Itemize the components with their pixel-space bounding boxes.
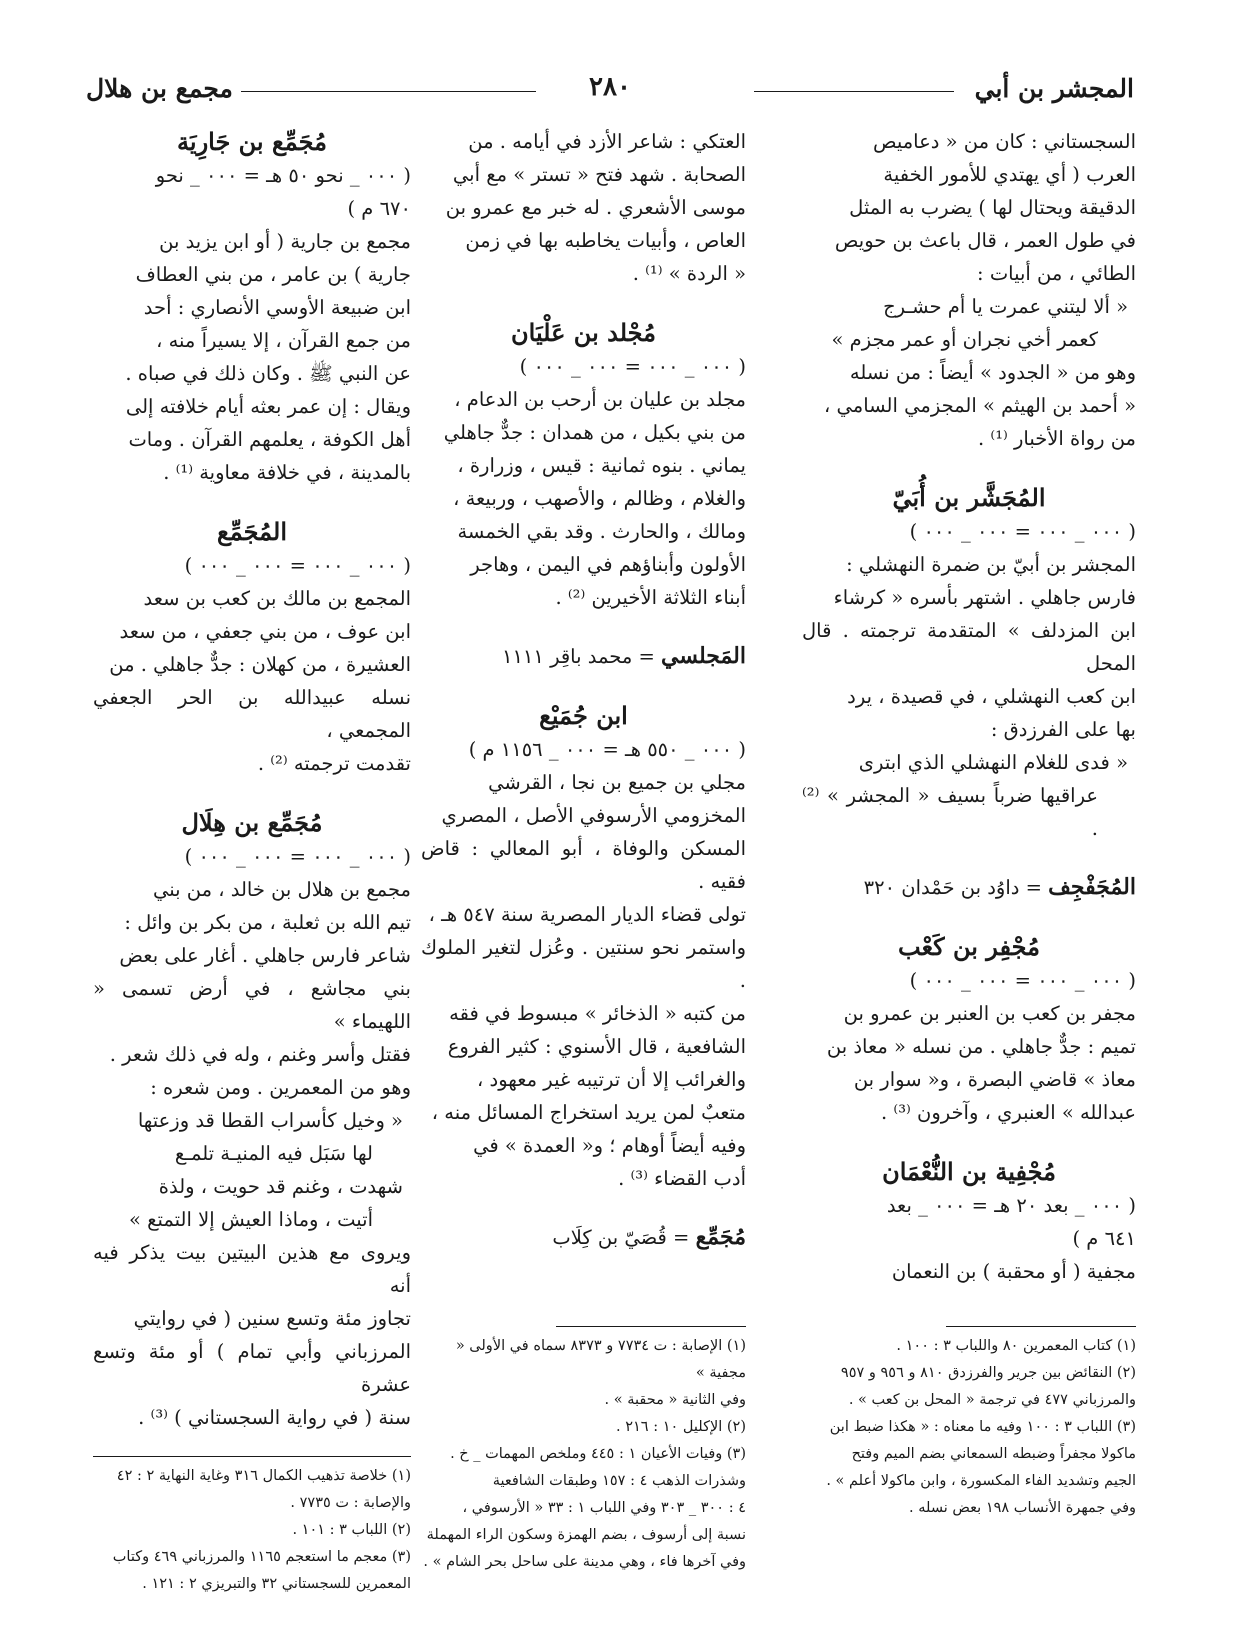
text-line: عن النبي ﷺ . وكان ذلك في صباه . bbox=[125, 362, 411, 385]
text-line: تقدمت ترجمته ⁽²⁾ . bbox=[257, 752, 411, 775]
verse-line: شهدت ، وغنم قد حويت ، ولذة bbox=[158, 1175, 403, 1198]
footnote: وشذرات الذهب ٤ : ١٥٧ وطبقات الشافعية bbox=[492, 1473, 746, 1489]
footnote-rule bbox=[556, 1326, 746, 1327]
xref-target: = داوُد بن حَمْدان ٣٢٠ bbox=[863, 876, 1049, 899]
text-line: السجستاني : كان من « دعاميص bbox=[872, 130, 1136, 153]
entry-heading: المُجَمِّع bbox=[217, 517, 287, 546]
entry-heading: ابن جُمَيْع bbox=[539, 701, 628, 730]
text-line: المجشر بن أبيّ بن ضمرة النهشلي : bbox=[846, 553, 1136, 576]
footnote: (١) خلاصة تذهيب الكمال ٣١٦ وغاية النهاية ٢ : ٤٢ bbox=[116, 1468, 411, 1484]
text-line: مجفر بن كعب بن العنبر بن عمرو بن bbox=[843, 1002, 1136, 1025]
text-line: الشافعية ، قال الأسنوي : كثير الفروع bbox=[447, 1035, 746, 1058]
text-line: المجمع بن مالك بن كعب بن سعد bbox=[143, 587, 411, 610]
verse-line: أتيت ، وماذا العيش إلا التمتع » bbox=[128, 1208, 373, 1231]
column-middle bbox=[421, 125, 746, 1254]
text-line: مجلي بن جميع بن نجا ، القرشي bbox=[488, 771, 746, 794]
entry-dates: ( ٠٠٠ _ ٠٠٠ = ٠٠٠ _ ٠٠٠ ) bbox=[184, 554, 411, 577]
text-line: تميم : جدٌّ جاهلي . من نسله « معاذ بن bbox=[826, 1035, 1136, 1058]
footnote: والإصابة : ت ٧٧٣٥ . bbox=[290, 1495, 411, 1511]
footnotes-left bbox=[93, 1448, 411, 1598]
text-line: ويقال : إن عمر بعثه أيام خلافته إلى bbox=[125, 395, 411, 418]
text-line: أدب القضاء ⁽³⁾ . bbox=[618, 1167, 746, 1190]
text-line: بني مجاشع ، في أرض تسمى « اللهيماء » bbox=[93, 977, 411, 1033]
footnote: المعمرين للسجستاني ٣٢ والتبريزي ٢ : ١٢١ . bbox=[142, 1576, 411, 1592]
footnote: (٣) معجم ما استعجم ١١٦٥ والمرزباني ٤٦٩ وكتاب bbox=[112, 1549, 411, 1565]
text-line: والغرائب إلا أن ترتيبه غير معهود ، bbox=[477, 1068, 746, 1091]
text-line: تيم الله بن ثعلبة ، من بكر بن وائل : bbox=[124, 911, 411, 934]
cross-reference bbox=[802, 871, 1136, 904]
text-line: الدقيقة ويحتال لها ) يضرب به المثل bbox=[849, 196, 1136, 219]
text-line: شاعر فارس جاهلي . أغار على بعض bbox=[119, 944, 411, 967]
page-header bbox=[86, 72, 1134, 112]
text-line: ومالك ، والحارث . وقد بقي الخمسة bbox=[457, 520, 746, 543]
verse-line: عراقيها ضرباً بسيف « المجشر » ⁽²⁾ . bbox=[802, 784, 1098, 840]
text-line: ابن كعب النهشلي ، في قصيدة ، يرد bbox=[847, 685, 1136, 708]
text-line: مجمع بن هلال بن خالد ، من بني bbox=[152, 878, 411, 901]
text-line: موسى الأشعري . له خبر مع عمرو بن bbox=[445, 196, 746, 219]
text-line: ابن المزدلف » المتقدمة ترجمته . قال المحل bbox=[802, 619, 1136, 675]
text-line: مجلد بن عليان بن أرحب بن الدعام ، bbox=[454, 388, 746, 411]
text-line: والغلام ، وظالم ، والأصهب ، وربيعة ، bbox=[453, 487, 746, 510]
cross-reference bbox=[421, 1221, 746, 1254]
footnotes-right bbox=[802, 1318, 1136, 1522]
footnotes-middle bbox=[421, 1318, 746, 1576]
text-line: تولى قضاء الديار المصرية سنة ٥٤٧ هـ ، bbox=[428, 903, 746, 926]
text-line: الطائي ، من أبيات : bbox=[977, 262, 1136, 285]
entry-heading: مُجْفِر بن كَعْب bbox=[898, 932, 1040, 961]
footnote: (٣) اللباب ٣ : ١٠٠ وفيه ما معناه : « هكذا ضبط ابن bbox=[829, 1419, 1136, 1435]
text-line: سنة ( في رواية السجستاني ) ⁽³⁾ . bbox=[138, 1406, 411, 1429]
footnote: (٢) اللباب ٣ : ١٠١ . bbox=[292, 1522, 411, 1538]
footnote: الجيم وتشديد الفاء المكسورة ، وابن ماكولا أعلم » . bbox=[826, 1473, 1136, 1489]
column-right bbox=[802, 125, 1136, 1288]
entry-dates: ( ٠٠٠ _ ٠٠٠ = ٠٠٠ _ ٠٠٠ ) bbox=[909, 969, 1136, 992]
xref-target: = محمد باقِر ١١١١ bbox=[501, 645, 662, 668]
running-head-right: المجشر بن أبي bbox=[974, 74, 1134, 103]
footnote: ٤ : ٣٠٠ _ ٣٠٣ وفي اللباب ١ : ٣٣ « الأرسوفي ، bbox=[462, 1500, 746, 1516]
text-line: « أحمد بن الهيثم » المجزمي السامي ، bbox=[824, 394, 1136, 417]
xref-term: المَجلسي bbox=[661, 643, 746, 669]
entry-heading: مُجَمِّع بن هِلَال bbox=[181, 808, 323, 837]
text-line: المرزباني وأبي تمام ) أو مئة وتسع عشرة bbox=[93, 1340, 411, 1396]
text-line: العاص ، وأبيات يخاطبه بها في زمن bbox=[465, 229, 746, 252]
entry-dates: ( ٠٠٠ _ ٠٠٠ = ٠٠٠ _ ٠٠٠ ) bbox=[519, 355, 746, 378]
text-line: ابن ضبيعة الأوسي الأنصاري : أحد bbox=[143, 296, 411, 319]
footnote: (١) كتاب المعمرين ٨٠ واللباب ٣ : ١٠٠ . bbox=[896, 1338, 1136, 1354]
footnote-rule bbox=[93, 1456, 411, 1457]
footnote: ماكولا مجفراً وضبطه السمعاني بضم الميم وفتح bbox=[851, 1446, 1136, 1462]
text-line: من رواة الأخبار ⁽¹⁾ . bbox=[978, 427, 1136, 450]
entry-dates: ( ٠٠٠ _ ٥٥٠ هـ = ٠٠٠ _ ١١٥٦ م ) bbox=[468, 738, 746, 761]
entry-dates: ( ٠٠٠ _ ٠٠٠ = ٠٠٠ _ ٠٠٠ ) bbox=[909, 520, 1136, 543]
text-line: فقتل وأسر وغنم ، وله في ذلك شعر . bbox=[109, 1043, 411, 1066]
text-line: أهل الكوفة ، يعلمهم القرآن . ومات bbox=[128, 428, 411, 451]
footnote: (٢) النقائض بين جرير والفرزدق ٨١٠ و ٩٥٦ و ٩٥٧ bbox=[840, 1365, 1136, 1381]
footnote: وفي جمهرة الأنساب ١٩٨ بعض نسله . bbox=[909, 1500, 1136, 1516]
text-line: مجمع بن جارية ( أو ابن يزيد بن bbox=[159, 230, 411, 253]
text-line: ابن عوف ، من بني جعفي ، من سعد bbox=[119, 620, 411, 643]
entry-dates: ( ٠٠٠ _ نحو ٥٠ هـ = ٠٠٠ _ نحو bbox=[155, 164, 411, 187]
text-line: من كتبه « الذخائر » مبسوط في فقه bbox=[449, 1002, 746, 1025]
text-line: تجاوز مئة وتسع سنين ( في روايتي bbox=[133, 1307, 411, 1330]
footnote: (٣) وفيات الأعيان ١ : ٤٤٥ وملخص المهمات _ خ . bbox=[450, 1446, 746, 1462]
xref-target: = قُصَيّ بن كِلَاب bbox=[552, 1226, 696, 1249]
text-line: يماني . بنوه ثمانية : قيس ، وزرارة ، bbox=[457, 454, 746, 477]
text-line: وفيه أيضاً أوهام ؛ و« العمدة » في bbox=[473, 1134, 746, 1157]
footnote: والمرزباني ٤٧٧ في ترجمة « المحل بن كعب » . bbox=[848, 1392, 1136, 1408]
text-line: نسله عبيدالله بن الحر الجعفي المجمعي ، bbox=[93, 686, 411, 742]
text-line: متعبٌ لمن يريد استخراج المسائل منه ، bbox=[431, 1101, 746, 1124]
verse-line: « ألا ليتني عمرت يا أم حشـرج bbox=[883, 295, 1128, 318]
text-line: العتكي : شاعر الأزد في أيامه . من bbox=[468, 130, 746, 153]
footnote-rule bbox=[946, 1326, 1136, 1327]
text-line: معاذ » قاضي البصرة ، و« سوار بن bbox=[853, 1068, 1136, 1091]
text-line: العرب ( أي يهتدي للأمور الخفية bbox=[883, 163, 1136, 186]
entry-dates: ٦٧٠ م ) bbox=[347, 197, 411, 220]
text-line: فارس جاهلي . اشتهر بأسره « كرشاء bbox=[833, 586, 1136, 609]
text-line: الصحابة . شهد فتح « تستر » مع أبي bbox=[452, 163, 746, 186]
verse-line: « وخيل كأسراب القطا قد وزعتها bbox=[137, 1109, 403, 1132]
text-line: واستمر نحو سنتين . وعُزل لتغير الملوك . bbox=[421, 936, 746, 992]
text-line: الأولون وأبناؤهم في اليمن ، وهاجر bbox=[470, 553, 746, 576]
text-line: من بني بكيل ، من همدان : جدٌّ جاهلي bbox=[443, 421, 746, 444]
text-line: جارية ) بن عامر ، من بني العطاف bbox=[135, 263, 411, 286]
entry-heading: مُجَمِّع بن جَارِيَة bbox=[177, 127, 327, 156]
page-number: ٢٨٠ bbox=[579, 72, 641, 102]
verse-line: كعمر أخي نجران أو عمر مجزم » bbox=[831, 328, 1098, 351]
entry-heading: مُجْلد بن عَلْيَان bbox=[511, 318, 656, 347]
footnote: (٢) الإكليل ١٠ : ٢١٦ . bbox=[616, 1419, 746, 1435]
entry-heading: مُجْفِية بن النُّعْمَان bbox=[882, 1157, 1056, 1186]
verse-line: « فدى للغلام النهشلي الذي ابترى bbox=[858, 751, 1128, 774]
xref-term: مُجَمِّع bbox=[695, 1224, 746, 1250]
text-line: بها على الفرزدق : bbox=[990, 718, 1136, 741]
xref-term: المُجَفْجِف bbox=[1048, 874, 1136, 900]
entry-dates: ( ٠٠٠ _ بعد ٢٠ هـ = ٠٠٠ _ بعد bbox=[886, 1194, 1136, 1217]
text-line: وهو من « الجدود » أيضاً : من نسله bbox=[849, 361, 1136, 384]
text-line: العشيرة ، من كهلان : جدٌّ جاهلي . من bbox=[109, 653, 411, 676]
column-left bbox=[93, 125, 411, 1434]
text-line: عبدالله » العنبري ، وآخرون ⁽³⁾ . bbox=[881, 1101, 1136, 1124]
verse-line: لها سَبَل فيه المنيـة تلمـع bbox=[174, 1142, 373, 1165]
footnote: نسبة إلى أرسوف ، بضم الهمزة وسكون الراء المهملة bbox=[426, 1527, 746, 1543]
text-line: وهو من المعمرين . ومن شعره : bbox=[150, 1076, 411, 1099]
text-line: المسكن والوفاة ، أبو المعالي : قاض فقيه . bbox=[421, 837, 746, 893]
continued-entry bbox=[802, 125, 1136, 455]
header-rule-right bbox=[754, 91, 954, 92]
text-line: في طول العمر ، قال باعث بن حويص bbox=[834, 229, 1136, 252]
text-line: أبناء الثلاثة الأخيرين ⁽²⁾ . bbox=[555, 586, 746, 609]
footnote: وفي الثانية « محقبة » . bbox=[604, 1392, 746, 1408]
text-line: المخزومي الأرسوفي الأصل ، المصري bbox=[441, 804, 746, 827]
footnote: (١) الإصابة : ت ٧٧٣٤ و ٨٣٧٣ سماه في الأولى « مجفية » bbox=[455, 1338, 746, 1381]
header-rule-left bbox=[241, 91, 536, 92]
text-line: من جمع القرآن ، إلا يسيراً منه ، bbox=[156, 329, 411, 352]
text-line: ويروى مع هذين البيتين بيت يذكر فيه أنه bbox=[93, 1241, 411, 1297]
running-head-left: مجمع بن هلال bbox=[86, 74, 233, 103]
text-line: مجفية ( أو محقبة ) بن النعمان bbox=[891, 1260, 1136, 1283]
entry-heading: المُجَشَّر بن أُبَيّ bbox=[892, 483, 1046, 512]
text-line: بالمدينة ، في خلافة معاوية ⁽¹⁾ . bbox=[163, 461, 411, 484]
footnote: وفي آخرها فاء ، وهي مدينة على ساحل بحر الشام » . bbox=[423, 1554, 746, 1570]
entry-dates: ٦٤١ م ) bbox=[1072, 1227, 1136, 1250]
text-line: « الردة » ⁽¹⁾ . bbox=[632, 262, 746, 285]
cross-reference bbox=[421, 640, 746, 673]
entry-dates: ( ٠٠٠ _ ٠٠٠ = ٠٠٠ _ ٠٠٠ ) bbox=[184, 845, 411, 868]
